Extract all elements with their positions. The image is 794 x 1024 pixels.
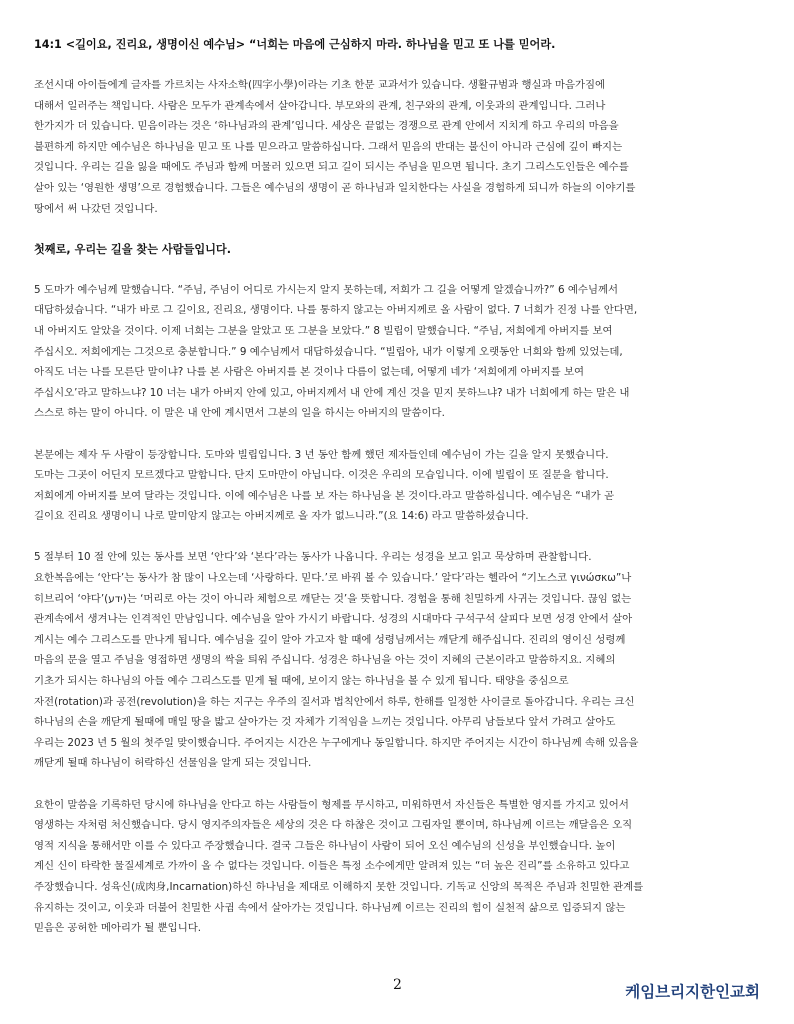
text-line: 첫째로, 우리는 길을 찾는 사람들입니다.: [34, 242, 231, 256]
text-line: 요한이 말씀을 기록하던 당시에 하나님을 안다고 하는 사람들이 형제를 무시하고, 미워하면서 자신들은 특별한 영지를 가지고 있어서: [34, 798, 629, 811]
text-line: 도마는 그곳이 어딘지 모르겠다고 말합니다. 단지 도마만이 아닙니다. 이것은 우리의 모습입니다. 이에 빌립이 또 질문을 합니다.: [34, 469, 609, 482]
text-line: 5 도마가 예수님께 말했습니다. “주님, 주님이 어디로 가시는지 알지 못하는데, 저희가 그 길을 어떻게 알겠습니까?” 6 예수님께서: [34, 283, 619, 296]
text-line: 살아 있는 ‘영원한 생명’으로 경험했습니다. 그들은 예수님의 생명이 곧 하나님과 일치한다는 사실을 경험하게 되니까 하늘의 이야기를: [34, 181, 636, 194]
body-paragraph: [34, 547, 762, 774]
body-paragraph: [34, 75, 762, 219]
document-body: [34, 35, 762, 959]
body-paragraph: [34, 445, 762, 527]
text-line: 관계속에서 생겨나는 인격적인 만남입니다. 예수님을 알아 가시기 바랍니다. 성경의 시대마다 구석구석 살피다 보면 성경 안에서 살아: [34, 613, 633, 626]
section-heading: [34, 240, 762, 260]
text-line: 영생하는 자처럼 처신했습니다. 당시 영지주의자들은 세상의 것은 다 하찮은 것이고 그림자일 뿐이며, 하나님께 이르는 깨달음은 오직: [34, 819, 633, 832]
text-line: 하나님의 손을 깨닫게 될때에 매일 땅을 밟고 살아가는 것 자체가 기적임을 느끼는 것입니다. 아무리 남들보다 앞서 가려고 살아도: [34, 716, 616, 729]
text-line: 조선시대 아이들에게 글자를 가르치는 사자소학(四字小學)이라는 기초 한문 교과서가 있습니다. 생활규범과 행실과 마음가짐에: [34, 79, 606, 91]
text-line: 계시는 예수 그리스도를 만나게 됩니다. 예수님을 깊이 알아 가고자 할 때에 성령님께서는 깨닫게 해주십니다. 진리의 영이신 성령께: [34, 633, 626, 646]
text-line: 자전(rotation)과 공전(revolution)을 하는 지구는 우주의 질서과 법칙안에서 하루, 한해를 일정한 사이클로 돌아갑니다. 우리는 크신: [34, 695, 635, 708]
text-line: 우리는 2023 년 5 월의 첫주일 맞이했습니다. 주어지는 시간은 누구에게나 동일합니다. 하지만 주어지는 시간이 하나님께 속해 있음을: [34, 736, 639, 749]
text-line: 것입니다. 우리는 길을 잃을 때에도 주님과 함께 머물러 있으면 되고 길이 되시는 주님을 믿으면 됩니다. 초기 그리스도인들은 예수를: [34, 161, 629, 174]
text-line: 아직도 너는 나를 모른단 말이냐? 나를 본 사람은 아버지를 본 것이나 다름이 없는데, 어떻게 네가 ‘저희에게 아버지를 보여: [34, 366, 585, 379]
text-line: 불편하게 하지만 예수님은 하나님을 믿고 또 나를 믿으라고 말씀하십니다. 그래서 믿음의 반대는 불신이 아니라 근심에 깊이 빠지는: [34, 140, 623, 153]
text-line: 저희에게 아버지를 보여 달라는 것입니다. 이에 예수님은 나를 보 자는 하나님을 본 것이다.라고 말씀하십니다. 예수님은 “내가 곧: [34, 489, 615, 502]
body-paragraph: [34, 280, 762, 424]
church-name: 케임브리지한인교회: [625, 983, 760, 1001]
text-line: 5 절부터 10 절 안에 있는 동사를 보면 ‘안다’와 ‘본다’라는 동사가 나옵니다. 우리는 성경을 보고 읽고 묵상하며 관찰합니다.: [34, 551, 592, 564]
text-line: 주십시오. 저희에게는 그것으로 충분합니다.” 9 예수님께서 대답하셨습니다. “빌립아, 내가 이렇게 오랫동안 너희와 함께 있었는데,: [34, 345, 623, 358]
text-line: 계신 신이 타락한 물질세계로 가까이 올 수 없다는 것입니다. 이들은 특정 소수에게만 알려져 있는 “더 높은 진리”를 소유하고 있다고: [34, 860, 630, 873]
text-line: 땅에서 써 나갔던 것입니다.: [34, 202, 158, 215]
text-line: 길이요 진리요 생명이니 나로 말미암지 않고는 아버지께로 올 자가 없느니라.”(요 14:6) 라고 말씀하셨습니다.: [34, 510, 529, 523]
text-line: 한가지가 더 있습니다. 믿음이라는 것은 ‘하나님과의 관계’입니다. 세상은 끝없는 경쟁으로 관계 안에서 지치게 하고 우리의 마음을: [34, 120, 619, 133]
text-line: 기초가 되시는 하나님의 아들 예수 그리스도를 믿게 될 때에, 보이지 않는 하나님을 볼 수 있게 됩니다. 태양을 중심으로: [34, 675, 569, 688]
text-line: 유지하는 것이고, 이웃과 더불어 친밀한 사귐 속에서 살아가는 것입니다. 하나님께 이르는 진리의 힘이 실천적 삶으로 입증되지 않는: [34, 901, 626, 914]
text-line: 영적 지식을 통해서만 이를 수 있다고 주장했습니다. 결국 그들은 하나님이 사람이 되어 오신 예수님의 신성을 부인했습니다. 높이: [34, 839, 616, 852]
paragraph-container: [34, 75, 762, 939]
text-line: 내 아버지도 알았을 것이다. 이제 너희는 그분을 알았고 또 그분을 보았다.” 8 빌립이 말했습니다. “주님, 저희에게 아버지를 보여: [34, 324, 613, 337]
text-line: 히브리어 ‘야다’(ידע)는 ‘머리로 아는 것이 아니라 체험으로 깨닫는 것’을 뜻합니다. 경험을 통해 친밀하게 사귀는 것입니다. 끊임 없는: [34, 592, 632, 605]
text-line: 마음의 문을 열고 주님을 영접하면 생명의 싹을 틔워 주십니다. 성경은 하나님을 아는 것이 지혜의 근본이라고 말씀하지요. 지혜의: [34, 654, 616, 667]
body-paragraph: [34, 795, 762, 939]
text-line: 믿음은 공허한 메아리가 될 뿐입니다.: [34, 922, 202, 935]
text-line: 본문에는 제자 두 사람이 등장합니다. 도마와 빌립입니다. 3 년 동안 함께 했던 제자들인데 예수님이 가는 길을 알지 못했습니다.: [34, 448, 609, 461]
text-line: 스스로 하는 말이 아니다. 이 말은 내 안에 계시면서 그분의 일을 하시는 아버지의 말씀이다.: [34, 407, 445, 420]
text-line: 주장했습니다. 성육신(成肉身,Incarnation)하신 하나님을 제대로 이해하지 못한 것입니다. 기독교 신앙의 목적은 주님과 친밀한 관계를: [34, 880, 644, 893]
text-line: 주십시오’라고 말하느냐? 10 너는 내가 아버지 안에 있고, 아버지께서 내 안에 계신 것을 믿지 못하느냐? 내가 너희에게 하는 말은 내: [34, 386, 630, 399]
text-line: 요한복음에는 ‘안다’는 동사가 참 많이 나오는데 ‘사랑하다. 믿다.’로 바꿔 볼 수 있습니다.’ 알다’라는 헬라어 “기노스코 γινώσκω”나: [34, 572, 632, 585]
text-line: 대답하셨습니다. “내가 바로 그 길이요, 진리요, 생명이다. 나를 통하지 않고는 아버지께로 올 사람이 없다. 7 너희가 진정 나를 안다면,: [34, 304, 638, 317]
text-line: 대해서 일러주는 책입니다. 사람은 모두가 관계속에서 살아갑니다. 부모와의 관계, 친구와의 관계, 이웃과의 관계입니다. 그러나: [34, 99, 606, 112]
page-number: 2: [393, 977, 402, 993]
text-line: 깨닫게 될때 하나님이 허락하신 선물임을 알게 되는 것입니다.: [34, 757, 312, 770]
scripture-heading: 14:1 <길이요, 진리요, 생명이신 예수님> “너희는 마음에 근심하지 마라. 하나님을 믿고 또 나를 믿어라.: [34, 38, 556, 51]
